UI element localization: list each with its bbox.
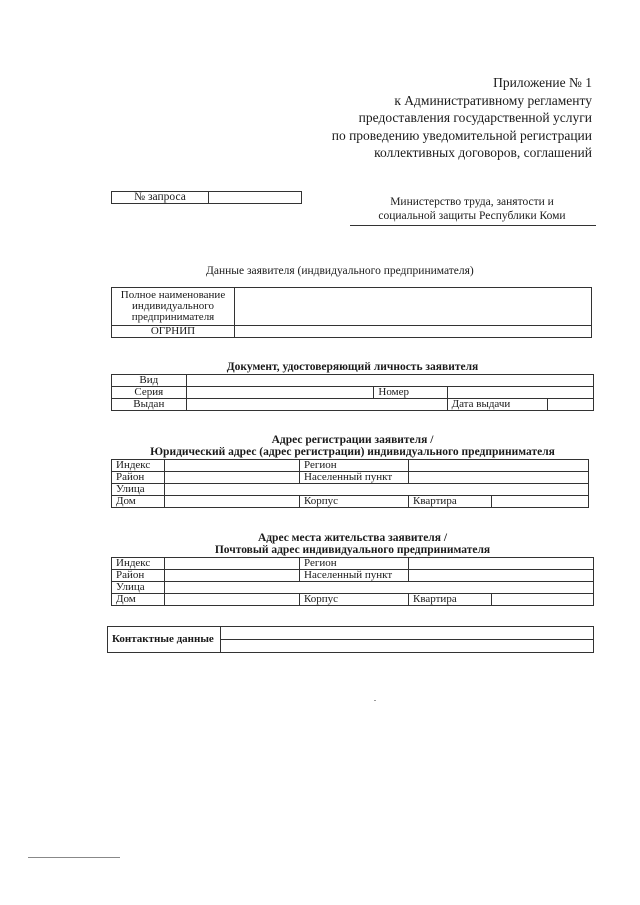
document-issue-date-field[interactable] <box>548 399 594 411</box>
ogrnip-label: ОГРНИП <box>112 326 235 338</box>
appendix-header <box>332 74 592 162</box>
postal-street-label: Улица <box>112 582 165 594</box>
full-name-label: Полное наименование индивидуального предпринимателя <box>112 288 235 326</box>
request-number-box <box>111 191 302 204</box>
document-table <box>111 374 594 411</box>
legal-street-label: Улица <box>112 484 165 496</box>
postal-apartment-label: Квартира <box>409 594 492 606</box>
legal-index-field[interactable] <box>165 460 300 472</box>
ministry-line-2: социальной защиты Республики Коми <box>378 210 566 222</box>
appendix-line: к Административному регламенту <box>394 92 592 108</box>
legal-locality-field[interactable] <box>409 472 589 484</box>
applicant-caption: Данные заявителя (индвидуального предпринимателя) <box>206 265 474 277</box>
ministry-underline <box>350 225 596 226</box>
legal-region-field[interactable] <box>409 460 589 472</box>
postal-index-field[interactable] <box>165 558 300 570</box>
postal-region-label: Регион <box>300 558 409 570</box>
contacts-label: Контактные данные <box>108 627 221 653</box>
document-issue-date-label: Дата выдачи <box>447 399 548 411</box>
ministry-addressee <box>350 195 594 223</box>
appendix-line: коллективных договоров, соглашений <box>374 145 592 160</box>
appendix-line: предоставления государственной услуги <box>358 110 592 125</box>
postal-address-table <box>111 557 594 606</box>
legal-address-heading-line-2: Юридический адрес (адрес регистрации) индивидуального предпринимателя <box>150 446 555 458</box>
document-type-field[interactable] <box>186 375 593 387</box>
postal-apartment-field[interactable] <box>492 594 594 606</box>
scan-speck <box>374 700 376 701</box>
postal-house-field[interactable] <box>165 594 300 606</box>
document-number-label: Номер <box>374 387 447 399</box>
postal-locality-field[interactable] <box>409 570 594 582</box>
legal-region-label: Регион <box>300 460 409 472</box>
postal-locality-label: Населенный пункт <box>300 570 409 582</box>
legal-locality-label: Населенный пункт <box>300 472 409 484</box>
document-number-field[interactable] <box>447 387 593 399</box>
document-type-label: Вид <box>112 375 187 387</box>
postal-district-field[interactable] <box>165 570 300 582</box>
appendix-line: Приложение № 1 <box>493 75 592 90</box>
legal-address-table <box>111 459 589 508</box>
request-number-field[interactable] <box>209 192 302 204</box>
request-number-label: № запроса <box>112 192 209 204</box>
legal-apartment-label: Квартира <box>409 496 492 508</box>
document-heading: Документ, удостоверяющий личность заявителя <box>226 361 479 373</box>
legal-district-label: Район <box>112 472 165 484</box>
document-series-field[interactable] <box>186 387 374 399</box>
applicant-table <box>111 287 592 338</box>
footnote-line <box>28 857 120 858</box>
document-series-label: Серия <box>112 387 187 399</box>
legal-address-heading-line-1: Адрес регистрации заявителя / <box>271 434 434 446</box>
postal-building-label: Корпус <box>300 594 409 606</box>
document-issued-field[interactable] <box>186 399 447 411</box>
legal-address-heading <box>111 434 594 458</box>
document-issued-label: Выдан <box>112 399 187 411</box>
ogrnip-field[interactable] <box>235 326 592 338</box>
contacts-field-1[interactable] <box>221 627 594 640</box>
legal-building-label: Корпус <box>300 496 409 508</box>
postal-address-heading-line-1: Адрес места жительства заявителя / <box>257 532 448 544</box>
legal-house-label: Дом <box>112 496 165 508</box>
postal-street-field[interactable] <box>165 582 594 594</box>
postal-district-label: Район <box>112 570 165 582</box>
contacts-table <box>107 626 594 653</box>
full-name-field[interactable] <box>235 288 592 326</box>
legal-index-label: Индекс <box>112 460 165 472</box>
ministry-line-1: Министерство труда, занятости и <box>390 196 554 208</box>
contacts-field-2[interactable] <box>221 640 594 653</box>
postal-address-heading-line-2: Почтовый адрес индивидуального предпринимателя <box>214 544 491 556</box>
postal-address-heading <box>111 532 594 556</box>
legal-house-field[interactable] <box>165 496 300 508</box>
legal-apartment-field[interactable] <box>492 496 589 508</box>
postal-house-label: Дом <box>112 594 165 606</box>
postal-index-label: Индекс <box>112 558 165 570</box>
legal-district-field[interactable] <box>165 472 300 484</box>
appendix-line: по проведению уведомительной регистрации <box>331 127 592 143</box>
legal-street-field[interactable] <box>165 484 589 496</box>
postal-region-field[interactable] <box>409 558 594 570</box>
